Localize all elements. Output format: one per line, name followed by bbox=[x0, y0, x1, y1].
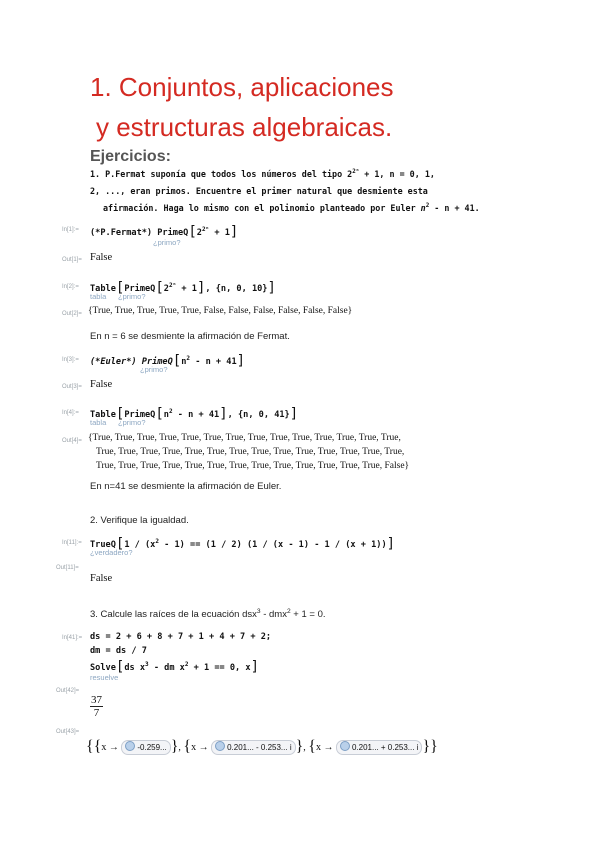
fraction-numerator: 37 bbox=[91, 694, 102, 706]
number-icon bbox=[125, 741, 135, 751]
problem1-line3: afirmación. Haga lo mismo con el polinomio planteado por Euler $n^2 - n + 41$. bbox=[103, 203, 480, 213]
input-cell-3[interactable]: (*Euler*) $PrimeQ[n^2 - n + 41]$ bbox=[90, 353, 246, 369]
function-hint: ¿primo? bbox=[140, 365, 168, 374]
number-icon bbox=[340, 741, 350, 751]
function-hint: ¿verdadero? bbox=[90, 548, 133, 557]
input-cell-2[interactable]: $Table[PrimeQ[2^{2^n} + 1]$, {n, 0, 10}] bbox=[90, 280, 276, 296]
text-cell: En n = 6 se desmiente la afirmación de Fermat. bbox=[90, 331, 290, 342]
approx-number-chip[interactable]: -0.259... bbox=[121, 740, 170, 755]
text-cell: 2. Verifique la igualdad. bbox=[90, 515, 189, 526]
input-cell-41-line3[interactable]: Solve[ds $x^3$ - dm $x^2 + 1 == 0$, x] bbox=[90, 659, 260, 675]
output-cell-1: False bbox=[90, 252, 113, 263]
page-title-line2: y estructuras algebraicas. bbox=[96, 112, 393, 142]
output-label: Out[2]= bbox=[62, 311, 82, 317]
input-cell-11[interactable]: TrueQ[1 / $(x^2 - 1) == (1 / 2)$ (1 / (x - 1) - 1 / (x + 1))] bbox=[90, 536, 396, 552]
input-cell-41-line2[interactable]: dm = ds / 7 bbox=[90, 646, 147, 656]
function-hint: resuelve bbox=[90, 673, 119, 682]
function-hint: tabla bbox=[90, 418, 107, 427]
fraction-denominator: 7 bbox=[93, 707, 100, 719]
output-cell-4-line2: True, True, True, True, True, True, True, True, True, True, True, True, True, True, bbox=[96, 447, 405, 457]
function-hint: tabla bbox=[90, 292, 107, 301]
output-cell-2: {True, True, True, True, True, False, False, False, False, False, False} bbox=[88, 306, 353, 316]
output-cell-3: False bbox=[90, 379, 113, 390]
problem1-line2: 2, ..., eran primos. Encuentre el primer natural que desmiente esta bbox=[90, 186, 428, 196]
output-label: Out[3]= bbox=[62, 384, 82, 390]
output-cell-4-line1: {True, True, True, True, True, True, True, True, True, True, True, True, True, True, bbox=[88, 433, 401, 443]
input-label: In[3]:= bbox=[62, 357, 79, 363]
function-hint: ¿primo? bbox=[118, 418, 146, 427]
output-cell-43: {{x → -0.259... }, {x → 0.201... - 0.253... i }, {x → 0.201... + 0.253... i }} bbox=[86, 738, 438, 755]
number-icon bbox=[215, 741, 225, 751]
output-cell-4-line3: True, True, True, True, True, True, True, True, True, True, True, True, True, False} bbox=[96, 461, 410, 471]
function-hint: ¿primo? bbox=[118, 292, 146, 301]
approx-number-chip[interactable]: 0.201... + 0.253... i bbox=[336, 740, 423, 755]
input-label: In[2]:= bbox=[62, 284, 79, 290]
section-subtitle: Ejercicios: bbox=[90, 148, 171, 165]
output-label: Out[43]= bbox=[56, 729, 80, 735]
function-hint: ¿primo? bbox=[153, 238, 181, 247]
output-label: Out[42]= bbox=[56, 688, 80, 694]
input-cell-4[interactable]: $Table[PrimeQ[n^2 - n + 41]$, {n, 0, 41}] bbox=[90, 406, 299, 422]
output-cell-11: False bbox=[90, 573, 113, 584]
input-label: In[1]:= bbox=[62, 227, 79, 233]
output-label: Out[4]= bbox=[62, 438, 82, 444]
text-cell: En n=41 se desmiente la afirmación de Euler. bbox=[90, 481, 282, 492]
input-label: In[4]:= bbox=[62, 410, 79, 416]
problem1-line1: 1. P.Fermat suponía que todos los números del tipo $2^{2^n} + 1$, n = 0, 1, bbox=[90, 169, 435, 179]
input-cell-41-line1[interactable]: ds = 2 + 6 + 8 + 7 + 1 + 4 + 7 + 2; bbox=[90, 632, 272, 642]
page-title-line1: 1. Conjuntos, aplicaciones bbox=[90, 72, 394, 102]
input-label: In[41]:= bbox=[62, 635, 83, 641]
output-fraction bbox=[90, 694, 103, 719]
approx-number-chip[interactable]: 0.201... - 0.253... i bbox=[211, 740, 295, 755]
output-label: Out[11]= bbox=[56, 565, 79, 571]
output-label: Out[1]= bbox=[62, 257, 82, 263]
input-cell-1[interactable]: (*P.Fermat*) $PrimeQ[2^{2^n} + 1]$ bbox=[90, 224, 239, 240]
input-label: In[11]:= bbox=[62, 540, 82, 546]
text-cell: 3. Calcule las raíces de la ecuación dsx$^3$ - dmx$^2$ + 1 = 0. bbox=[90, 607, 326, 620]
